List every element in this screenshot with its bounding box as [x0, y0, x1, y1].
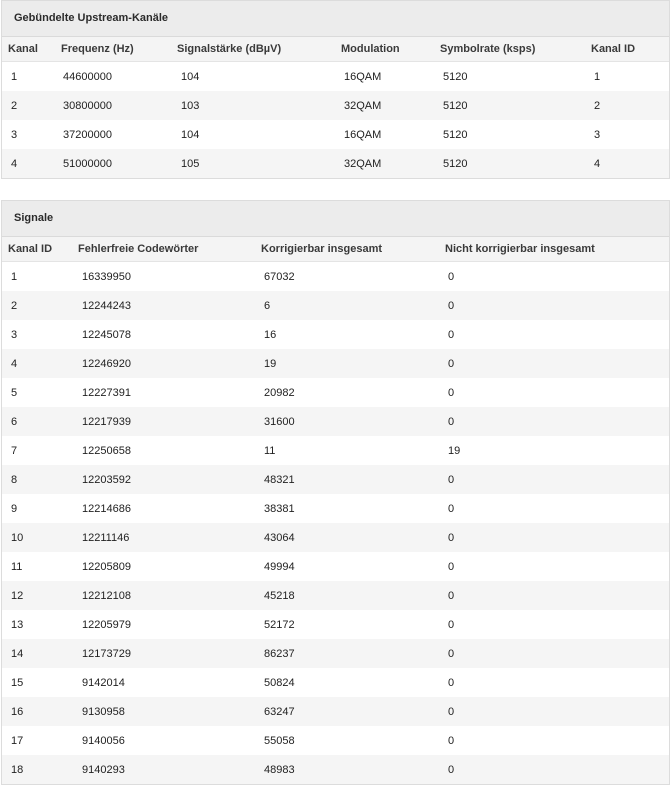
table-row	[2, 349, 669, 378]
table-cell: 20982	[261, 378, 445, 407]
table-cell: 12245078	[78, 320, 261, 349]
table-cell: 3	[591, 120, 669, 149]
table-cell: 12173729	[78, 639, 261, 668]
table-cell: 0	[445, 378, 669, 407]
signals-panel	[1, 200, 670, 785]
table-cell: 12205979	[78, 610, 261, 639]
table-row	[2, 91, 669, 120]
table-row	[2, 755, 669, 784]
table-cell: 7	[2, 436, 78, 465]
table-cell: 9140293	[78, 755, 261, 784]
table-cell: 8	[2, 465, 78, 494]
table-cell: 0	[445, 726, 669, 755]
table-cell: 2	[591, 91, 669, 120]
table-cell: 12203592	[78, 465, 261, 494]
table-cell: 6	[2, 407, 78, 436]
table-row	[2, 552, 669, 581]
table-cell: 0	[445, 581, 669, 610]
table-cell: 15	[2, 668, 78, 697]
table-cell: 103	[177, 91, 341, 120]
signals-panel-title: Signale	[2, 201, 669, 237]
table-cell: 48321	[261, 465, 445, 494]
table-cell: 0	[445, 639, 669, 668]
table-cell: 17	[2, 726, 78, 755]
upstream-column-header: Symbolrate (ksps)	[440, 37, 591, 62]
table-cell: 1	[2, 262, 78, 292]
table-row	[2, 494, 669, 523]
table-row	[2, 320, 669, 349]
upstream-column-header: Modulation	[341, 37, 440, 62]
table-cell: 1	[2, 62, 59, 92]
table-row	[2, 697, 669, 726]
table-row	[2, 378, 669, 407]
upstream-table	[2, 37, 669, 178]
table-cell: 86237	[261, 639, 445, 668]
table-row	[2, 149, 669, 178]
upstream-channels-panel	[1, 0, 670, 179]
table-cell: 51000000	[59, 149, 177, 178]
table-cell: 0	[445, 349, 669, 378]
table-cell: 12227391	[78, 378, 261, 407]
table-cell: 30800000	[59, 91, 177, 120]
table-cell: 49994	[261, 552, 445, 581]
table-cell: 18	[2, 755, 78, 784]
table-cell: 44600000	[59, 62, 177, 92]
table-cell: 2	[2, 291, 78, 320]
table-cell: 10	[2, 523, 78, 552]
table-cell: 3	[2, 120, 59, 149]
table-row	[2, 291, 669, 320]
upstream-table-header	[2, 37, 669, 62]
table-cell: 12217939	[78, 407, 261, 436]
table-cell: 32QAM	[341, 91, 440, 120]
signals-column-header: Kanal ID	[2, 237, 78, 262]
table-cell: 104	[177, 120, 341, 149]
table-cell: 16QAM	[341, 120, 440, 149]
table-cell: 12250658	[78, 436, 261, 465]
table-cell: 55058	[261, 726, 445, 755]
table-cell: 3	[2, 320, 78, 349]
table-row	[2, 262, 669, 292]
table-row	[2, 581, 669, 610]
table-row	[2, 523, 669, 552]
table-row	[2, 465, 669, 494]
table-row	[2, 668, 669, 697]
table-cell: 48983	[261, 755, 445, 784]
table-cell: 4	[2, 349, 78, 378]
table-cell: 0	[445, 407, 669, 436]
table-cell: 12246920	[78, 349, 261, 378]
table-cell: 0	[445, 610, 669, 639]
table-cell: 32QAM	[341, 149, 440, 178]
table-cell: 0	[445, 552, 669, 581]
table-row	[2, 726, 669, 755]
table-cell: 1	[591, 62, 669, 92]
table-cell: 37200000	[59, 120, 177, 149]
table-row	[2, 436, 669, 465]
table-cell: 11	[261, 436, 445, 465]
table-cell: 14	[2, 639, 78, 668]
table-cell: 12214686	[78, 494, 261, 523]
table-row	[2, 120, 669, 149]
table-cell: 11	[2, 552, 78, 581]
table-cell: 104	[177, 62, 341, 92]
table-cell: 38381	[261, 494, 445, 523]
table-cell: 4	[2, 149, 59, 178]
table-cell: 0	[445, 668, 669, 697]
table-cell: 45218	[261, 581, 445, 610]
table-cell: 12205809	[78, 552, 261, 581]
table-cell: 43064	[261, 523, 445, 552]
table-cell: 9142014	[78, 668, 261, 697]
table-cell: 0	[445, 291, 669, 320]
table-cell: 12212108	[78, 581, 261, 610]
table-cell: 12	[2, 581, 78, 610]
table-cell: 0	[445, 697, 669, 726]
table-cell: 63247	[261, 697, 445, 726]
table-cell: 19	[261, 349, 445, 378]
table-cell: 16	[261, 320, 445, 349]
table-cell: 0	[445, 262, 669, 292]
upstream-column-header: Frequenz (Hz)	[59, 37, 177, 62]
table-cell: 5120	[440, 149, 591, 178]
table-row	[2, 610, 669, 639]
table-cell: 31600	[261, 407, 445, 436]
table-cell: 52172	[261, 610, 445, 639]
table-cell: 50824	[261, 668, 445, 697]
table-cell: 4	[591, 149, 669, 178]
table-cell: 0	[445, 755, 669, 784]
table-cell: 105	[177, 149, 341, 178]
table-cell: 16339950	[78, 262, 261, 292]
table-cell: 0	[445, 320, 669, 349]
table-cell: 5	[2, 378, 78, 407]
table-cell: 9140056	[78, 726, 261, 755]
table-row	[2, 639, 669, 668]
table-row	[2, 62, 669, 92]
table-cell: 19	[445, 436, 669, 465]
upstream-panel-title: Gebündelte Upstream-Kanäle	[2, 1, 669, 37]
table-cell: 5120	[440, 120, 591, 149]
table-cell: 0	[445, 465, 669, 494]
table-cell: 6	[261, 291, 445, 320]
table-cell: 2	[2, 91, 59, 120]
table-cell: 5120	[440, 91, 591, 120]
signals-column-header: Korrigierbar insgesamt	[261, 237, 445, 262]
table-cell: 0	[445, 494, 669, 523]
table-cell: 5120	[440, 62, 591, 92]
signals-column-header: Fehlerfreie Codewörter	[78, 237, 261, 262]
table-cell: 9	[2, 494, 78, 523]
table-cell: 12244243	[78, 291, 261, 320]
table-cell: 16QAM	[341, 62, 440, 92]
table-row	[2, 407, 669, 436]
upstream-column-header: Signalstärke (dBµV)	[177, 37, 341, 62]
signals-table	[2, 237, 669, 784]
upstream-column-header: Kanal	[2, 37, 59, 62]
signals-table-header	[2, 237, 669, 262]
table-cell: 13	[2, 610, 78, 639]
table-cell: 9130958	[78, 697, 261, 726]
upstream-column-header: Kanal ID	[591, 37, 669, 62]
table-cell: 0	[445, 523, 669, 552]
table-cell: 16	[2, 697, 78, 726]
table-cell: 67032	[261, 262, 445, 292]
table-cell: 12211146	[78, 523, 261, 552]
signals-column-header: Nicht korrigierbar insgesamt	[445, 237, 669, 262]
